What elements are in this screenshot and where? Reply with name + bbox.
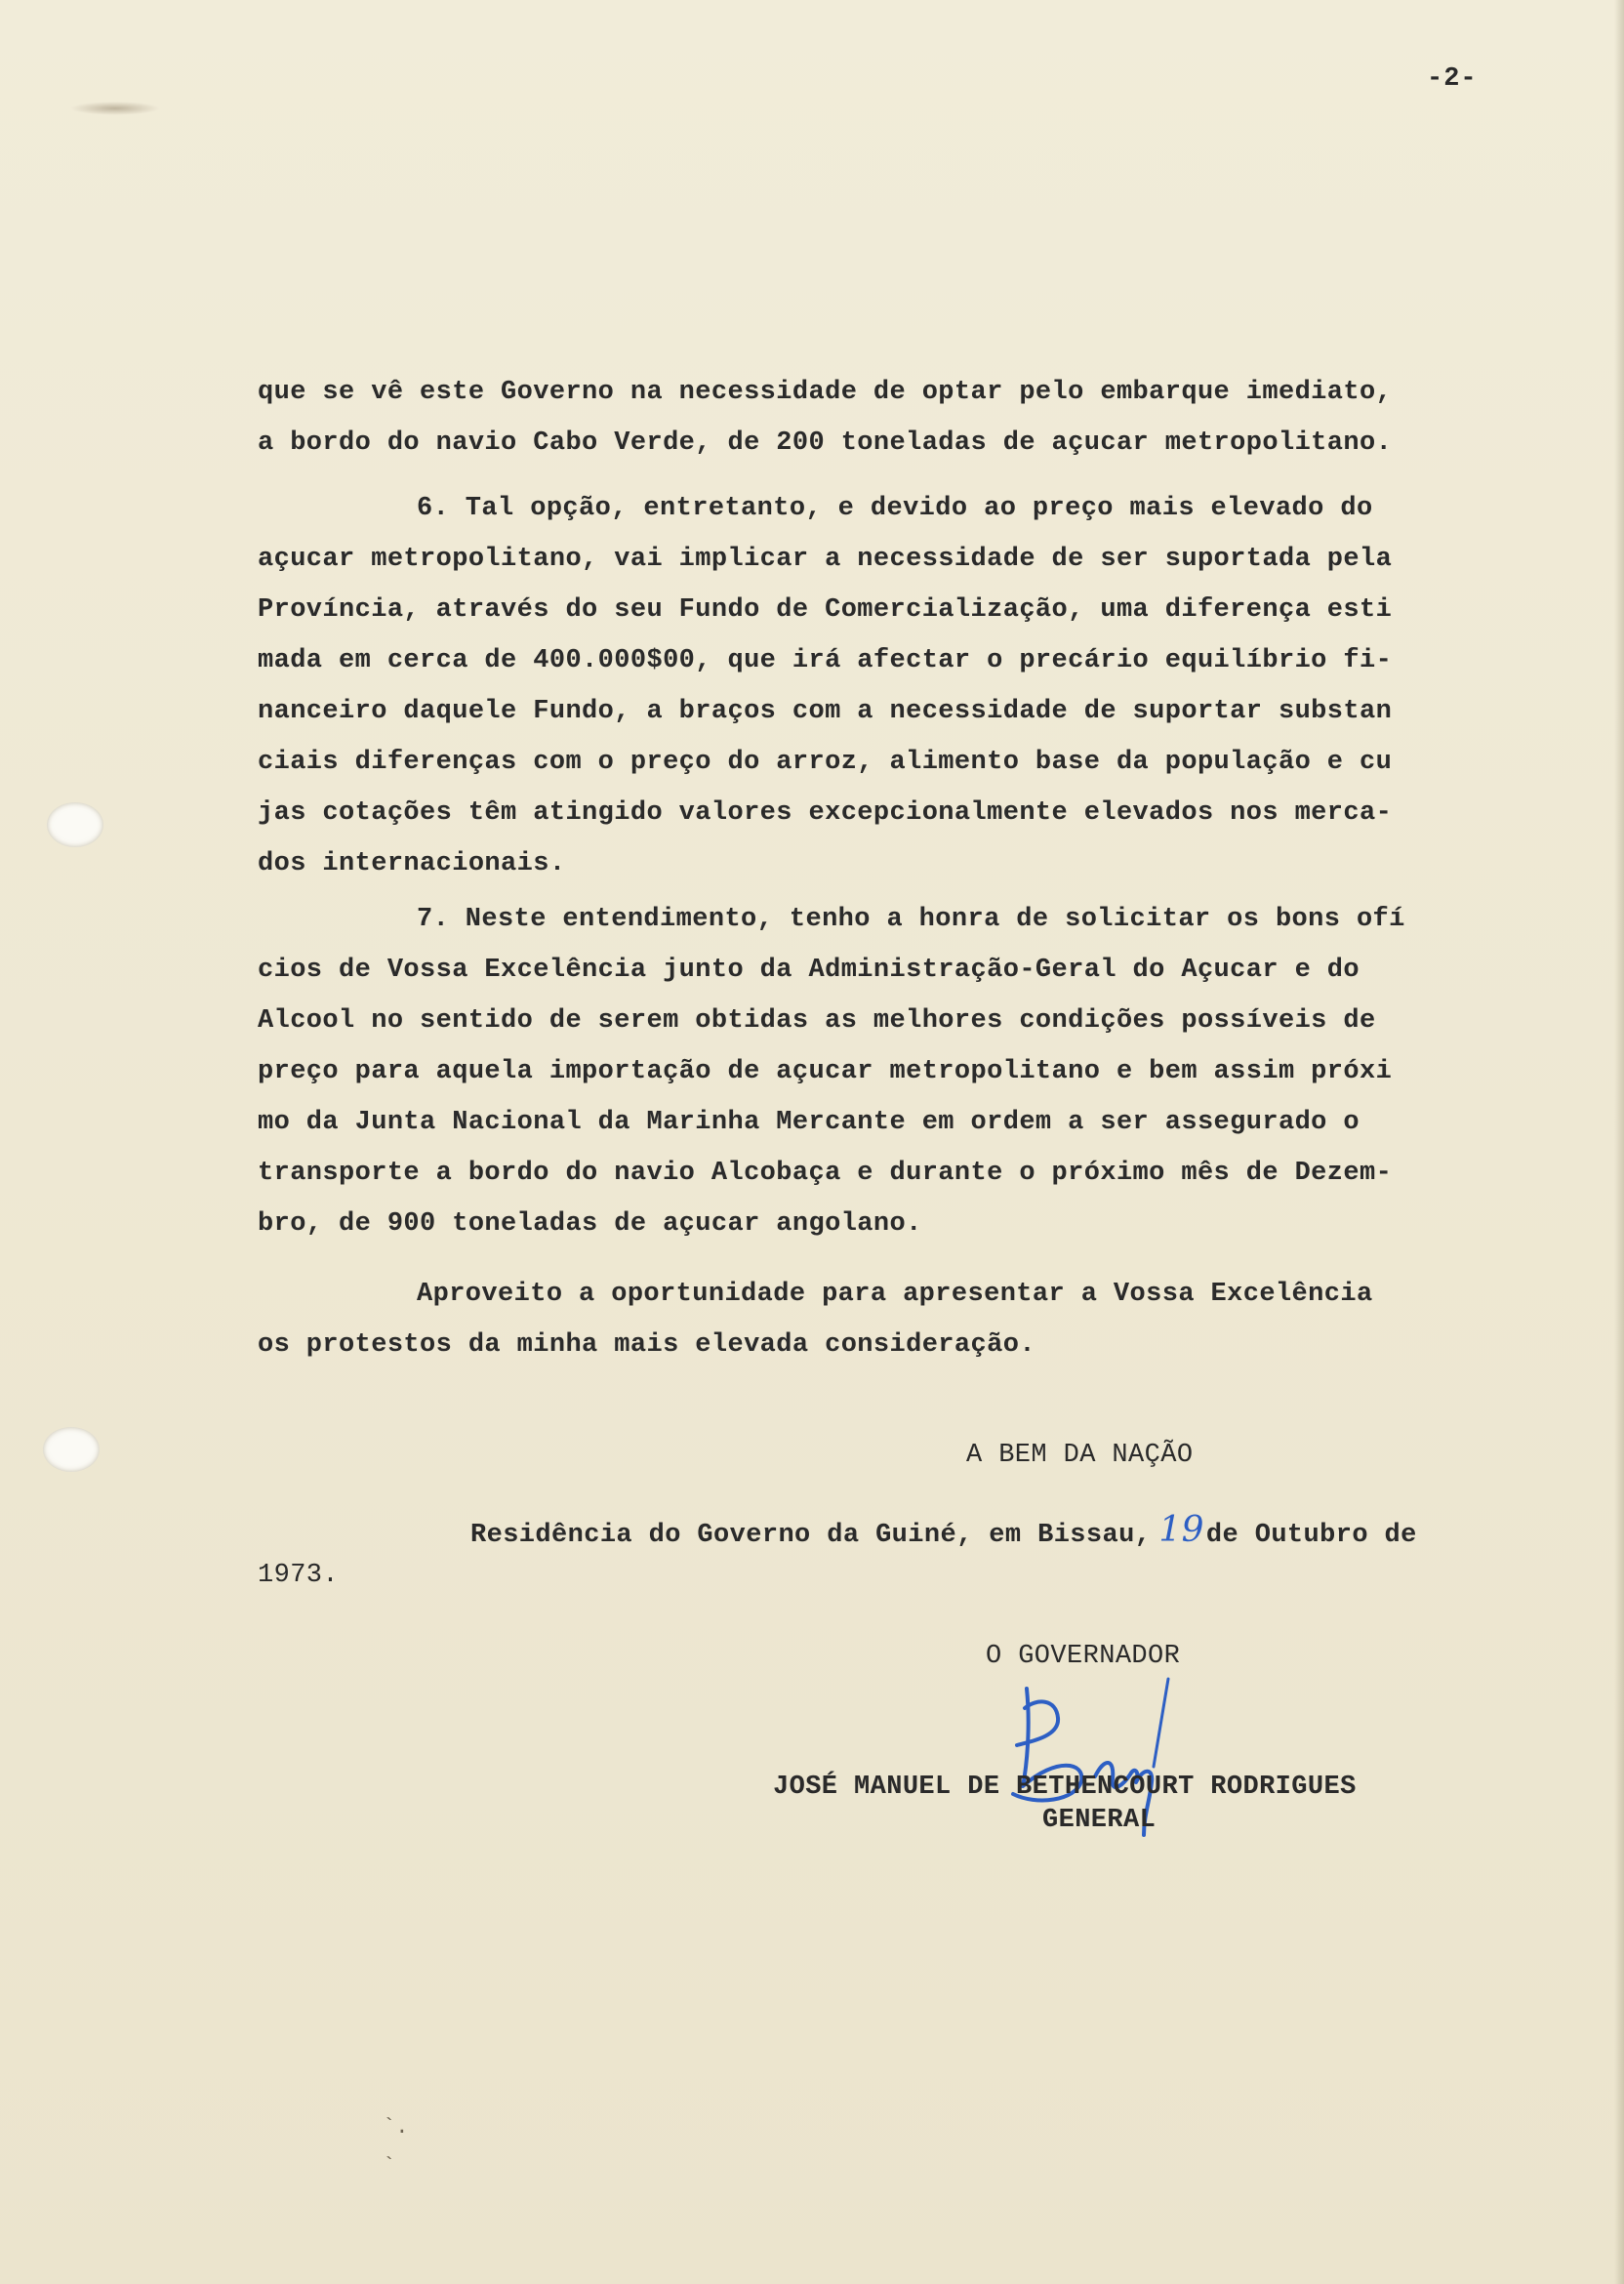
paragraph-6: [258, 483, 1517, 889]
signatory-rank: GENERAL: [1042, 1806, 1157, 1835]
punch-hole-lower: [43, 1427, 100, 1472]
text-line: Aproveito a oportunidade para apresentar a Vossa Excelência: [417, 1280, 1373, 1309]
place-date-line: [470, 1510, 1417, 1550]
signatory-title: O GOVERNADOR: [986, 1642, 1181, 1671]
text-line: que se vê este Governo na necessidade de optar pelo embarque imediato,: [258, 378, 1393, 407]
text-line: preço para aquela importação de açucar metropolitano e bem assim próxi: [258, 1057, 1393, 1086]
text-line: mada em cerca de 400.000$00, que irá afectar o precário equilíbrio fi-: [258, 646, 1393, 675]
punch-hole-upper: [47, 802, 103, 847]
text-line: 7. Neste entendimento, tenho a honra de solicitar os bons ofí: [417, 905, 1405, 934]
paragraph-closing: [258, 1269, 1517, 1370]
paragraph-intro: [258, 367, 1517, 469]
handwritten-day: 19: [1158, 1510, 1204, 1550]
paper-specks: `. `: [383, 2115, 409, 2179]
text-line: a bordo do navio Cabo Verde, de 200 toneladas de açucar metropolitano.: [258, 428, 1393, 458]
text-line: açucar metropolitano, vai implicar a necessidade de ser suportada pela: [258, 545, 1393, 574]
text-line: jas cotações têm atingido valores excepcionalmente elevados nos merca-: [258, 798, 1393, 828]
text-line: nanceiro daquele Fundo, a braços com a necessidade de suportar substan: [258, 697, 1393, 726]
signatory-name: JOSÉ MANUEL DE BETHENCOURT RODRIGUES: [773, 1773, 1357, 1802]
ink-smudge: [70, 102, 160, 115]
text-line: Província, através do seu Fundo de Comercialização, uma diferença esti: [258, 595, 1393, 625]
page-number: -2-: [1427, 64, 1478, 94]
text-line: os protestos da minha mais elevada consideração.: [258, 1330, 1035, 1360]
year: 1973.: [258, 1561, 340, 1590]
date-suffix: de Outubro de: [1205, 1521, 1417, 1550]
text-line: transporte a bordo do navio Alcobaça e durante o próximo mês de Dezem-: [258, 1159, 1393, 1188]
page-edge-shadow: [1614, 0, 1624, 2284]
text-line: bro, de 900 toneladas de açucar angolano.: [258, 1209, 922, 1239]
text-line: mo da Junta Nacional da Marinha Mercante em ordem a ser assegurado o: [258, 1108, 1360, 1137]
text-line: ciais diferenças com o preço do arroz, alimento base da população e cu: [258, 748, 1393, 777]
place-text: Residência do Governo da Guiné, em Bissau,: [470, 1521, 1152, 1550]
text-line: Alcool no sentido de serem obtidas as melhores condições possíveis de: [258, 1006, 1376, 1036]
salutation: A BEM DA NAÇÃO: [966, 1441, 1194, 1470]
paragraph-7: [258, 894, 1517, 1249]
text-line: 6. Tal opção, entretanto, e devido ao preço mais elevado do: [417, 494, 1373, 523]
text-line: cios de Vossa Excelência junto da Administração-Geral do Açucar e do: [258, 956, 1360, 985]
text-line: dos internacionais.: [258, 849, 566, 878]
